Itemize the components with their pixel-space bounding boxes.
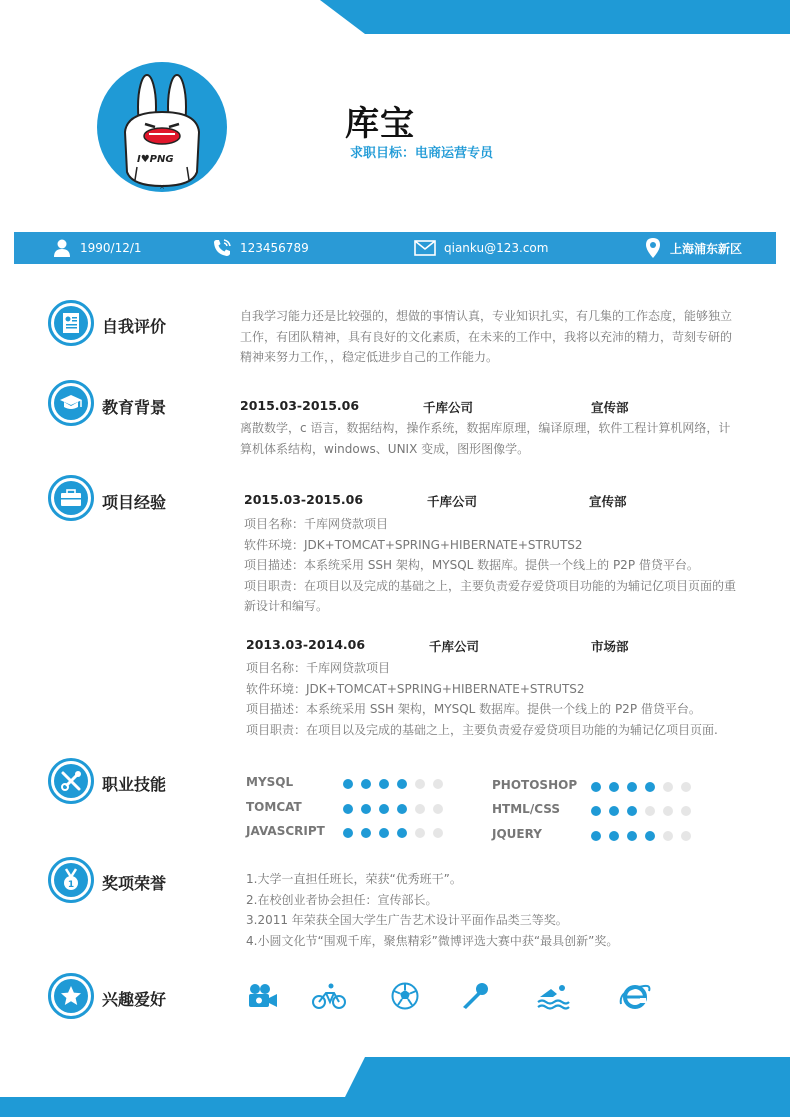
email-item[interactable] [414,232,548,264]
bottom-decoration [0,1057,790,1117]
project-line: 项目描述：本系统采用 SSH 架构，MYSQL 数据库。提供一个线上的 P2P 借贷平台。 [244,558,699,572]
address-item [644,232,742,264]
education-date: 2015.03-2015.06 [240,398,360,413]
location-pin-icon [644,237,662,259]
skill-level [591,782,691,792]
skill-dot-empty [415,804,425,814]
skill-dot-filled [645,782,655,792]
job-target: 求职目标：电商运营专员 [350,146,494,161]
skills-icon-badge [48,758,94,804]
education-line: 算机体系结构，windows、UNIX 变成，图形图像学。 [240,441,530,456]
bunny-icon [97,62,227,192]
contact-bar [14,232,776,264]
svg-text:1: 1 [67,880,75,890]
skill-dot-filled [343,828,353,838]
skill-name: JAVASCRIPT [246,824,325,838]
skill-level [591,831,691,841]
medal-icon [61,868,81,892]
skill-dot-filled [343,779,353,789]
skill-dot-empty [645,806,655,816]
skill-dot-filled [343,804,353,814]
skill-name: MYSQL [246,775,294,789]
svg-text:×: × [159,183,165,191]
self-eval-line: 工作，有团队精神，具有良好的文化素质，在未来的工作中，我将以充沛的精力，苛刻专研的 [240,329,733,344]
skill-dot-filled [591,806,601,816]
football-icon [388,982,422,1010]
award-line: 3.2011 年荣获全国大学生广告艺术设计平面作品类三等奖。 [246,913,568,927]
project-2-dept: 市场部 [591,639,629,654]
education-text [240,418,750,459]
star-icon [60,985,82,1007]
education-org: 千库公司 [423,400,474,415]
project-title: 项目经验 [102,493,167,512]
project-line: 项目职责：在项目以及完成的基础之上，主要负责爱存爱贷项目功能的为辅记亿项目页面. [246,722,718,737]
skill-dot-empty [663,806,673,816]
mail-icon [414,240,436,256]
award-line: 2.在校创业者协会担任：宣传部长。 [246,892,438,907]
hobby-title: 兴趣爱好 [102,990,167,1009]
phone-number: 123456789 [240,241,309,255]
birth-date: 1990/12/1 [80,241,142,255]
award-line: 1.大学一直担任班长，荣获“优秀班干”。 [246,872,462,886]
birth-item [52,232,142,264]
skill-dot-empty [415,779,425,789]
award-line: 4.小圆文化节“围观千库，聚焦精彩”微博评选大赛中获“最具创新”奖。 [246,933,619,948]
project-line: 项目名称：千库网贷款项目 [244,517,389,531]
project-line: 新设计和编写。 [244,599,329,613]
skill-dot-empty [681,831,691,841]
skill-dot-empty [433,804,443,814]
project-1-date: 2015.03-2015.06 [244,492,364,507]
skill-dot-filled [627,782,637,792]
skill-dot-filled [645,831,655,841]
skill-dot-filled [609,831,619,841]
education-dept: 宣传部 [591,400,629,415]
project-1-org: 千库公司 [427,494,478,509]
skill-level [343,779,443,789]
skill-dot-filled [361,804,371,814]
education-icon-badge [48,380,94,426]
skill-name: JQUERY [492,827,542,841]
education-line: 离散数学，c 语言，数据结构，操作系统，数据库原理，编译原理，软件工程计算机网络，计 [240,421,731,435]
awards-text [246,869,756,951]
phone-icon [212,238,232,258]
avatar-shirt-text: I♥PNG [137,154,174,165]
project-line: 项目描述：本系统采用 SSH 架构，MYSQL 数据库。提供一个线上的 P2P 借贷平台。 [246,702,701,716]
skill-dot-filled [397,804,407,814]
skill-dot-empty [663,831,673,841]
skill-dot-empty [663,782,673,792]
project-line: 软件环境：JDK+TOMCAT+SPRING+HIBERNATE+STRUTS2 [246,681,585,696]
avatar [97,62,227,192]
project-1-dept: 宣传部 [589,494,627,509]
skill-dot-filled [627,806,637,816]
skill-name: HTML/CSS [492,802,560,816]
skill-dot-filled [591,782,601,792]
email-address[interactable]: qianku@123.com [444,241,549,255]
awards-icon-badge [48,857,94,903]
project-2-org: 千库公司 [429,639,480,654]
skill-dot-filled [361,779,371,789]
camera-icon [246,982,280,1010]
hobby-icon-badge [48,973,94,1019]
project-icon-badge [48,475,94,521]
education-title: 教育背景 [102,398,167,417]
skill-name: PHOTOSHOP [492,778,578,792]
self-eval-line: 精神来努力工作，，稳定低进步自己的工作能力。 [240,350,499,364]
education-header [240,398,760,416]
profile-card-icon [61,312,81,334]
project-line: 项目名称：千库网贷款项目 [246,661,391,675]
skill-dot-empty [433,779,443,789]
skill-dot-filled [379,804,389,814]
microphone-icon [458,982,492,1010]
project-2-date: 2013.03-2014.06 [246,637,366,652]
skill-name: TOMCAT [246,800,302,814]
user-icon [52,238,72,258]
skill-dot-empty [433,828,443,838]
project-2-text [246,658,756,740]
self-eval-line: 自我学习能力还是比较强的，想做的事情认真，专业知识扎实，有几集的工作态度，能够独立 [240,309,733,323]
skill-dot-filled [397,779,407,789]
project-line: 软件环境：JDK+TOMCAT+SPRING+HIBERNATE+STRUTS2 [244,537,583,552]
skills-title: 职业技能 [102,775,167,794]
project-2-header [246,637,766,655]
cycling-icon [312,982,346,1010]
graduation-cap-icon [59,393,83,413]
self-eval-icon-badge [48,300,94,346]
self-eval-title: 自我评价 [102,317,167,336]
skill-dot-empty [681,806,691,816]
skill-level [343,828,443,838]
awards-title: 奖项荣誉 [102,874,167,893]
project-line: 项目职责：在项目以及完成的基础之上，主要负责爱存爱贷项目功能的为辅记亿项目页面的重 [244,578,737,593]
briefcase-icon [60,489,82,507]
project-1-text [244,514,754,617]
skill-level [591,806,691,816]
skill-dot-filled [609,806,619,816]
skill-dot-filled [379,779,389,789]
project-1-header [244,492,764,510]
skill-level [343,804,443,814]
ie-browser-icon [618,982,652,1010]
top-right-decoration [320,0,790,34]
candidate-name: 库宝 [345,104,415,144]
skill-dot-filled [379,828,389,838]
skill-dot-filled [361,828,371,838]
self-eval-text [240,306,750,368]
skill-dot-filled [609,782,619,792]
skill-dot-empty [415,828,425,838]
swimming-icon [536,982,570,1010]
tools-icon [60,770,82,792]
skill-dot-filled [627,831,637,841]
skill-dot-filled [591,831,601,841]
skill-dot-empty [681,782,691,792]
address: 上海浦东新区 [670,241,743,256]
skill-dot-filled [397,828,407,838]
phone-item [212,232,309,264]
